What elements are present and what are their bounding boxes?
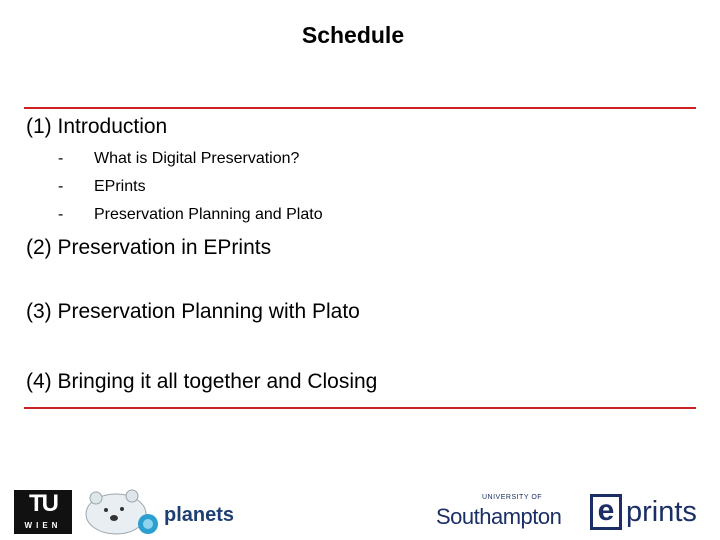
bullet-dash: - — [58, 178, 64, 195]
planets-logo: planets — [164, 504, 235, 526]
bullet-dash: - — [58, 150, 64, 167]
section-2-heading: (2) Preservation in EPrints — [26, 236, 272, 259]
section-1-heading: (1) Introduction — [26, 115, 168, 138]
sub-item-text: EPrints — [94, 178, 146, 195]
top-divider — [24, 107, 696, 109]
eprints-logo: e prints — [588, 490, 698, 534]
slide-title: Schedule — [301, 22, 405, 48]
bottom-divider — [24, 407, 696, 409]
section-4-heading: (4) Bringing it all together and Closing — [26, 370, 378, 393]
bullet-dash: - — [58, 206, 64, 223]
sub-item — [58, 206, 323, 224]
southampton-logo: UNIVERSITY OF Southampton — [436, 494, 562, 529]
tu-wien-logo: TU WIEN — [14, 490, 72, 534]
sub-item-text: What is Digital Preservation? — [94, 150, 300, 167]
polar-bear-icon — [82, 484, 160, 536]
sub-item — [58, 178, 146, 196]
sub-item-text: Preservation Planning and Plato — [94, 206, 323, 223]
sub-item — [58, 150, 299, 168]
section-3-heading: (3) Preservation Planning with Plato — [26, 300, 360, 323]
logo-footer — [0, 482, 720, 540]
